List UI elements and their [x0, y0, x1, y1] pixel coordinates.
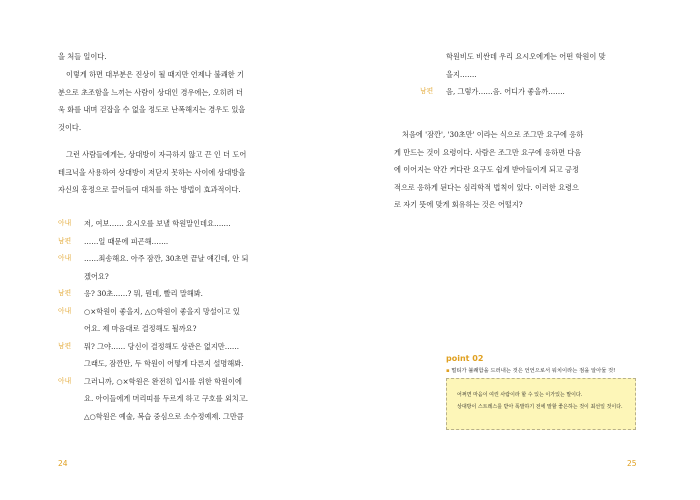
- text-line: 그런 사람들에게는, 상대방이 자극하지 않고 끈 인 더 도어: [66, 150, 247, 159]
- text-line: 적으로 응하게 된다는 심리학적 법칙이 있다. 이러한 요령으: [394, 182, 579, 192]
- dialogue-line: △○학원은 예술, 복습 중심으로 소수정예제. 그만큼: [84, 411, 244, 421]
- text-line: 로 자기 뜻에 맞게 회유하는 것은 어떨지?: [394, 200, 523, 209]
- dialogue-turn: [420, 48, 606, 83]
- point-subtitle-text: 멀티가 불쾌함을 드러내는 것은 언언으로서 워치이라는 점을 알아둘 것!: [451, 368, 616, 374]
- text-line: 것이다.: [58, 122, 82, 132]
- dialogue-line: 그러니까, ○×학원은 완전히 입시를 위한 학원이에: [84, 376, 242, 386]
- point-subtitle: [446, 366, 644, 374]
- dialogue-turn: [58, 303, 248, 338]
- dialogue-line: 음, 그렇가……음. 어디가 좋을까…….: [446, 87, 565, 96]
- dialogue-line: 학원비도 비싼데 우리 요시오에게는 어떤 학원이 맞: [446, 52, 606, 61]
- speaker-label: 아내: [58, 219, 72, 227]
- point-title: point 02: [446, 354, 484, 363]
- speaker-label: 아내: [58, 254, 72, 262]
- text-line: 자신의 흥정으로 끌어들여 대처를 하는 방법이 효과적이다.: [58, 185, 241, 194]
- text-line: 욱 화를 내며 걷잡을 수 없을 정도로 난폭해지는 경우도 있을: [58, 105, 246, 114]
- speaker-label: 아내: [58, 306, 72, 315]
- dialogue-line: ……죄송해요. 아주 잠깐, 30초면 끝날 얘긴데, 안 되: [84, 254, 249, 263]
- text-line: 분으로 초조함을 느끼는 사람이 상대인 경우에는, 오히려 더: [58, 87, 243, 97]
- point-note-line: 어쩌면 마음이 여린 사람이라 할 수 있는 이가있는 말이다.: [457, 392, 583, 398]
- dialogue-line: 응? 30초……? 뭐, 뭔데, 빨리 말해봐.: [84, 289, 203, 298]
- dialogue-turn: [58, 250, 248, 285]
- dialogue-turn: [420, 83, 606, 101]
- page-number-right: 25: [627, 459, 637, 468]
- text-line: 처음에 '잠깐', '30초만' 이라는 식으로 조그만 요구에 응하: [402, 130, 584, 139]
- dialogue-line: 그래도, 잠깐만, 두 학원이 어떻게 다른지 설명해봐.: [84, 359, 244, 368]
- paragraph: [58, 146, 246, 199]
- dialogue-turn: [58, 215, 248, 233]
- speaker-label: 아내: [58, 376, 72, 385]
- speaker-label: 남편: [58, 289, 72, 297]
- text-line: 테크닉을 사용하여 상대방이 저닫지 못하는 사이에 상대방을: [58, 167, 246, 177]
- dialogue-block: [58, 215, 248, 425]
- speaker-label: 남편: [420, 87, 434, 95]
- page-number-left: 24: [58, 459, 68, 468]
- bullet-icon: ▪: [446, 368, 450, 374]
- point-callout: [446, 354, 644, 430]
- text-line: 을 처들 일이다.: [58, 52, 107, 61]
- dialogue-line: 을지…….: [446, 69, 477, 79]
- paragraph-continuation: [58, 48, 107, 66]
- dialogue-line: 어요. 제 마음대로 결정해도 될까요?: [84, 324, 197, 333]
- speaker-label: 남편: [58, 236, 72, 245]
- text-line: 이렇게 하면 대부분은 진상이 될 때지만 언제나 불쾌한 기: [66, 70, 244, 79]
- dialogue-line: ○×학원이 좋을지, △○학원이 좋을지 망설이고 있: [84, 306, 240, 316]
- dialogue-turn: [58, 285, 248, 303]
- speaker-label: 남편: [58, 341, 72, 350]
- dialogue-line: 저, 여보…… 요시오를 보낼 학원말인데요…….: [84, 219, 231, 228]
- dialogue-line: ……일 때문에 피곤해…….: [84, 236, 169, 246]
- dialogue-block: [420, 48, 606, 101]
- text-line: 게 만드는 것이 요령이다. 사람은 조그만 요구에 응하면 다음: [394, 147, 582, 157]
- dialogue-line: 요. 아이들에게 머리띠를 두르게 하고 구호를 외치고.: [84, 394, 249, 403]
- dialogue-line: 겠어요?: [84, 271, 109, 281]
- point-note-box: [446, 378, 636, 430]
- dialogue-turn: [58, 233, 248, 251]
- dialogue-line: 뭐? 그야…… 당신이 결정해도 상관은 없지만……: [84, 341, 240, 351]
- text-line: 에 이어지는 약간 커다란 요구도 쉽게 받아들이게 되고 긍정: [394, 165, 579, 174]
- paragraph: [58, 66, 245, 136]
- point-note-line: 상대방이 스트레스를 받아 폭발하기 전에 말할 좋은하는 것이 최선일 것이다.: [457, 404, 623, 410]
- paragraph: [394, 126, 583, 214]
- dialogue-turn: [58, 373, 248, 426]
- dialogue-turn: [58, 338, 248, 373]
